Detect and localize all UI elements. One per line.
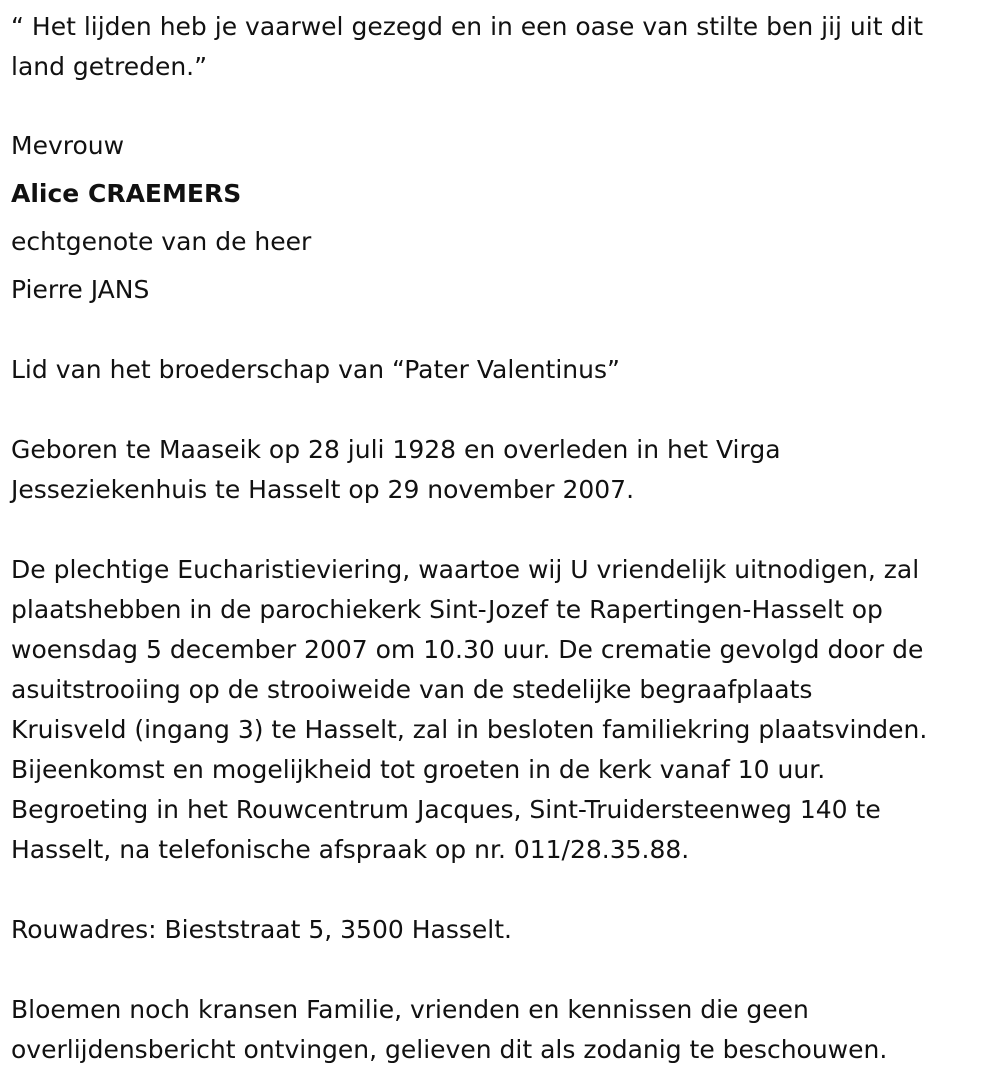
relation: echtgenote van de heer: [11, 227, 312, 256]
quote-line-1: “ Het lijden heb je vaarwel gezegd en in een oase van stilte ben jij uit dit: [11, 12, 924, 41]
flowers-line-2: overlijdensbericht ontvingen, gelieven dit als zodanig te beschouwen.: [11, 1035, 888, 1064]
flowers-line-1: Bloemen noch kransen Familie, vrienden en kennissen die geen: [11, 995, 809, 1024]
ceremony-line-7: Begroeting in het Rouwcentrum Jacques, Sint-Truidersteenweg 140 te: [11, 795, 881, 824]
birth-death-line-1: Geboren te Maaseik op 28 juli 1928 en overleden in het Virga: [11, 435, 781, 464]
ceremony-line-1: De plechtige Eucharistieviering, waartoe wij U vriendelijk uitnodigen, zal: [11, 555, 920, 584]
membership: Lid van het broederschap van “Pater Valentinus”: [11, 355, 620, 384]
ceremony-line-4: asuitstrooiing op de strooiweide van de stedelijke begraafplaats: [11, 675, 813, 704]
deceased-name: Alice CRAEMERS: [11, 179, 242, 208]
ceremony-line-3: woensdag 5 december 2007 om 10.30 uur. De crematie gevolgd door de: [11, 635, 924, 664]
ceremony-line-2: plaatshebben in de parochiekerk Sint-Jozef te Rapertingen-Hasselt op: [11, 595, 883, 624]
quote-line-2: land getreden.”: [11, 52, 208, 81]
ceremony-line-5: Kruisveld (ingang 3) te Hasselt, zal in besloten familiekring plaatsvinden.: [11, 715, 928, 744]
ceremony-line-8: Hasselt, na telefonische afspraak op nr. 011/28.35.88.: [11, 835, 690, 864]
mourning-address: Rouwadres: Bieststraat 5, 3500 Hasselt.: [11, 915, 512, 944]
ceremony-line-6: Bijeenkomst en mogelijkheid tot groeten in de kerk vanaf 10 uur.: [11, 755, 826, 784]
honorific: Mevrouw: [11, 131, 125, 160]
birth-death-line-2: Jesseziekenhuis te Hasselt op 29 november 2007.: [11, 475, 635, 504]
spouse-name: Pierre JANS: [11, 275, 150, 304]
